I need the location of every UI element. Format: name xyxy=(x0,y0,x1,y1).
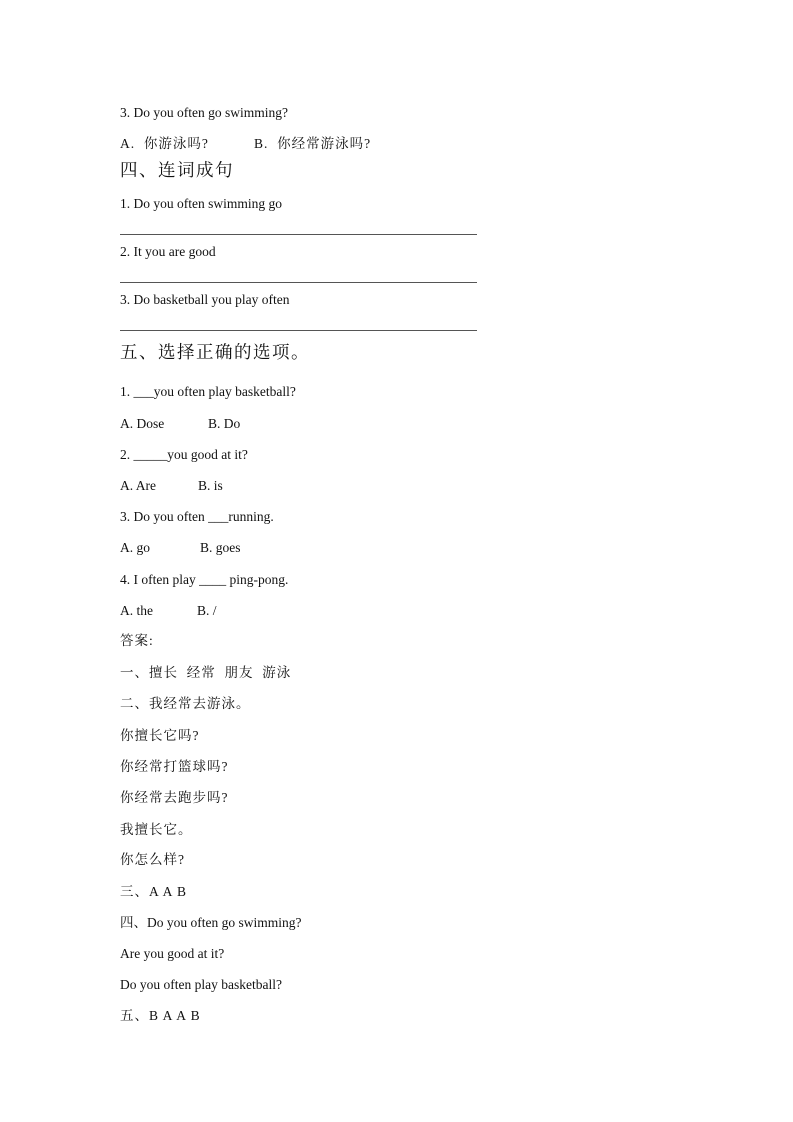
answer-line-12: 五、B A A B xyxy=(120,1008,201,1023)
sentence-item-3: 3. Do basketball you play often xyxy=(120,292,290,307)
choice-question-3-option-a: A. go xyxy=(120,540,150,555)
answer-line-2: 二、我经常去游泳。 xyxy=(120,696,251,711)
question-3-option-b: B. 你经常游泳吗? xyxy=(254,136,372,151)
sentence-item-2: 2. It you are good xyxy=(120,244,216,259)
answer-line-1: 一、擅长 经常 朋友 游泳 xyxy=(120,665,292,680)
choice-question-1-stem: 1. ___you often play basketball? xyxy=(120,384,296,399)
answer-line-11: Do you often play basketball? xyxy=(120,977,282,992)
choice-question-3-option-b: B. goes xyxy=(200,540,241,555)
sentence-item-1: 1. Do you often swimming go xyxy=(120,196,282,211)
answer-line-4: 你经常打篮球吗? xyxy=(120,759,229,774)
choice-question-4-stem: 4. I often play ____ ping-pong. xyxy=(120,572,289,587)
answer-line-10: Are you good at it? xyxy=(120,946,225,961)
choice-question-2-stem: 2. _____you good at it? xyxy=(120,447,248,462)
choice-question-1-option-b: B. Do xyxy=(208,416,241,431)
question-3-option-a: A. 你游泳吗? xyxy=(120,136,209,151)
answer-line-9: 四、Do you often go swimming? xyxy=(120,915,302,930)
answer-rule-1 xyxy=(120,234,477,235)
answer-line-6: 我擅长它。 xyxy=(120,822,193,837)
answer-line-8: 三、A A B xyxy=(120,884,188,899)
choice-question-2-option-a: A. Are xyxy=(120,478,156,493)
question-3-stem: 3. Do you often go swimming? xyxy=(120,105,288,120)
choice-question-3-stem: 3. Do you often ___running. xyxy=(120,509,274,524)
choice-question-1-option-a: A. Dose xyxy=(120,416,165,431)
choice-question-4-option-b: B. / xyxy=(197,603,217,618)
section-5-heading: 五、选择正确的选项。 xyxy=(120,342,310,362)
answer-line-3: 你擅长它吗? xyxy=(120,728,200,743)
choice-question-2-option-b: B. is xyxy=(198,478,223,493)
answer-line-7: 你怎么样? xyxy=(120,852,185,867)
answers-title: 答案: xyxy=(120,633,154,648)
section-4-heading: 四、连词成句 xyxy=(120,160,234,180)
answer-rule-3 xyxy=(120,330,477,331)
answer-line-5: 你经常去跑步吗? xyxy=(120,790,229,805)
answer-rule-2 xyxy=(120,282,477,283)
choice-question-4-option-a: A. the xyxy=(120,603,153,618)
